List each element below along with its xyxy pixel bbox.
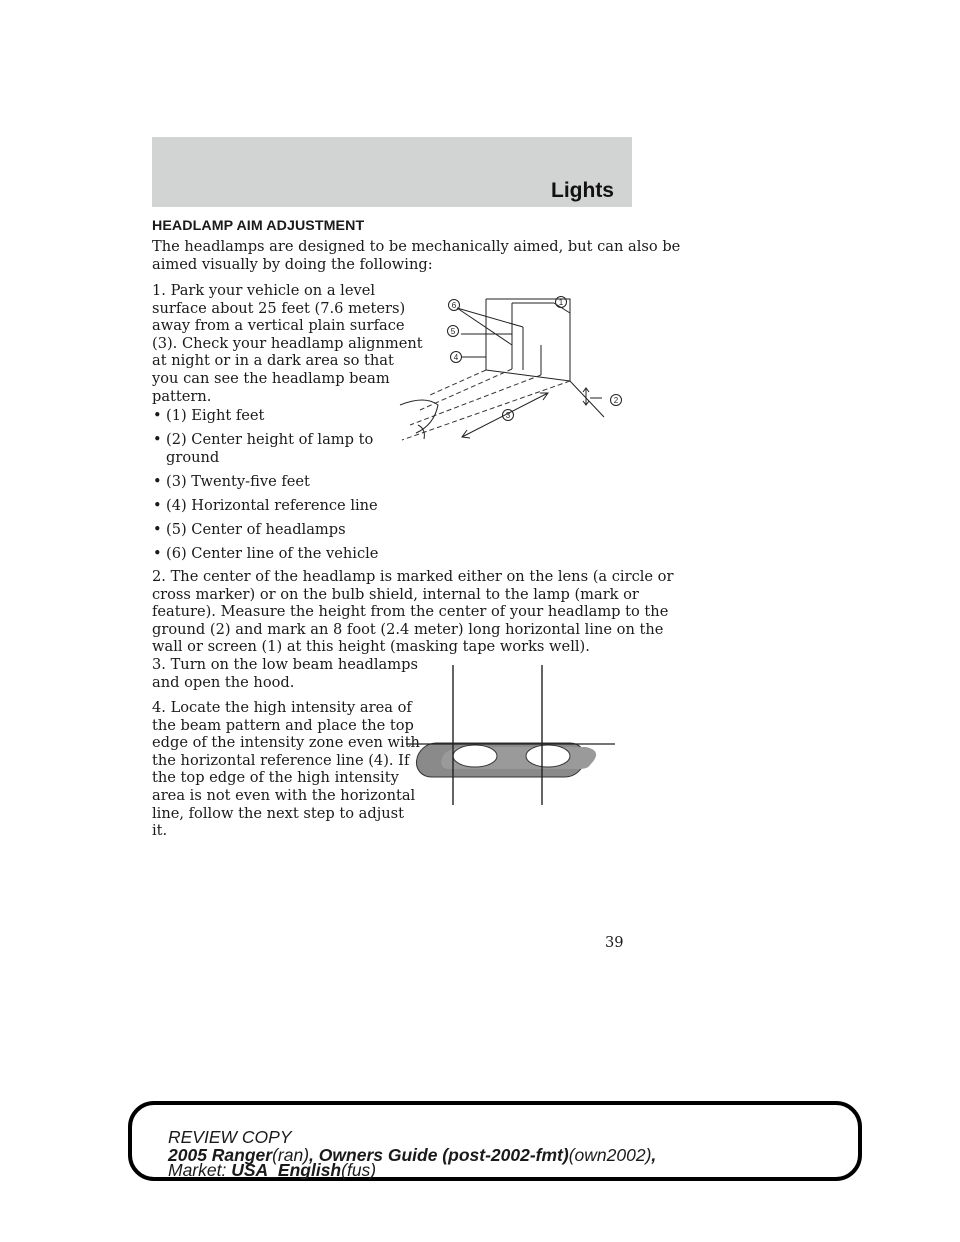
step-2-line: wall or screen (1) at this height (masking tape works well). [152,638,590,656]
step-1-line: 1. Park your vehicle on a level [152,282,376,299]
section-header-band [152,137,632,207]
footer-market-code: (fus) [341,1160,377,1180]
step-1-line: surface about 25 feet (7.6 meters) [152,299,406,317]
step-4-line: it. [152,822,168,840]
list-item: • (2) Center height of lamp to ground [153,431,374,466]
legend-bullet-list [152,407,384,569]
footer-model: 2005 Ranger [168,1145,273,1165]
step-2-line: ground (2) and mark an 8 foot (2.4 meter) long horizontal line on the [152,620,664,638]
callout-label-5: 5 [450,327,456,336]
callout-label-4: 4 [453,353,459,362]
step-1-line: you can see the headlamp beam [152,370,390,387]
step-1-line: away from a vertical plain surface [152,317,405,335]
list-item: • (6) Center line of the vehicle [153,545,379,563]
list-item: • (1) Eight feet [153,407,265,424]
beam-pattern-diagram [400,665,620,807]
step-3-line: 3. Turn on the low beam headlamps [152,656,418,673]
section-title: Lights [551,179,614,202]
footer-document-line: 2005 Ranger(ran), Owners Guide (post-2002-fmt)(own2002), [168,1145,657,1165]
callout-label-3: 3 [505,411,511,420]
footer-guide-code: (own2002) [568,1145,652,1165]
footer-market: USA_English [231,1160,342,1180]
footer-market-line [168,1161,376,1180]
step-4-line: area is not even with the horizontal [152,787,416,804]
step-4-line: the horizontal reference line (4). If [152,751,410,769]
step-4-line: 4. Locate the high intensity area of [152,699,412,716]
page-number: 39 [605,934,624,951]
step-1-line: (3). Check your headlamp alignment [152,334,423,352]
step-4-line: the beam pattern and place the top [152,716,414,734]
review-copy-footer [128,1101,862,1181]
callout-label-1: 1 [558,298,564,307]
step-2-line: feature). Measure the height from the center of your headlamp to the [152,603,669,621]
step-2-line: cross marker) or on the bulb shield, internal to the lamp (mark or [152,585,639,603]
page-heading: HEADLAMP AIM ADJUSTMENT [152,218,365,234]
callout-label-6: 6 [451,301,457,310]
list-item: • (3) Twenty-five feet [153,472,310,490]
step-2-line: 2. The center of the headlamp is marked either on the lens (a circle or [152,568,674,585]
step-4-line: edge of the intensity zone even with [152,734,420,752]
headlamp-aim-diagram [390,285,630,455]
footer-model-code: (ran) [272,1145,310,1165]
step-1-line: at night or in a dark area so that [152,352,394,370]
list-item: • (4) Horizontal reference line [153,496,378,514]
step-3-line: and open the hood. [152,673,295,691]
step-4-line: the top edge of the high intensity [152,769,399,787]
list-item: • (5) Center of headlamps [153,520,346,538]
footer-guide: Owners Guide (post-2002-fmt) [318,1145,569,1165]
intro-line-2: aimed visually by doing the following: [152,255,433,273]
callout-label-2: 2 [613,396,619,405]
step-1-line: pattern. [152,387,212,405]
footer-review-label: REVIEW COPY [168,1127,292,1147]
footer-market-label: Market: [168,1160,227,1180]
intro-line-1: The headlamps are designed to be mechanically aimed, but can also be [152,238,681,255]
step-4-line: line, follow the next step to adjust [152,804,404,822]
